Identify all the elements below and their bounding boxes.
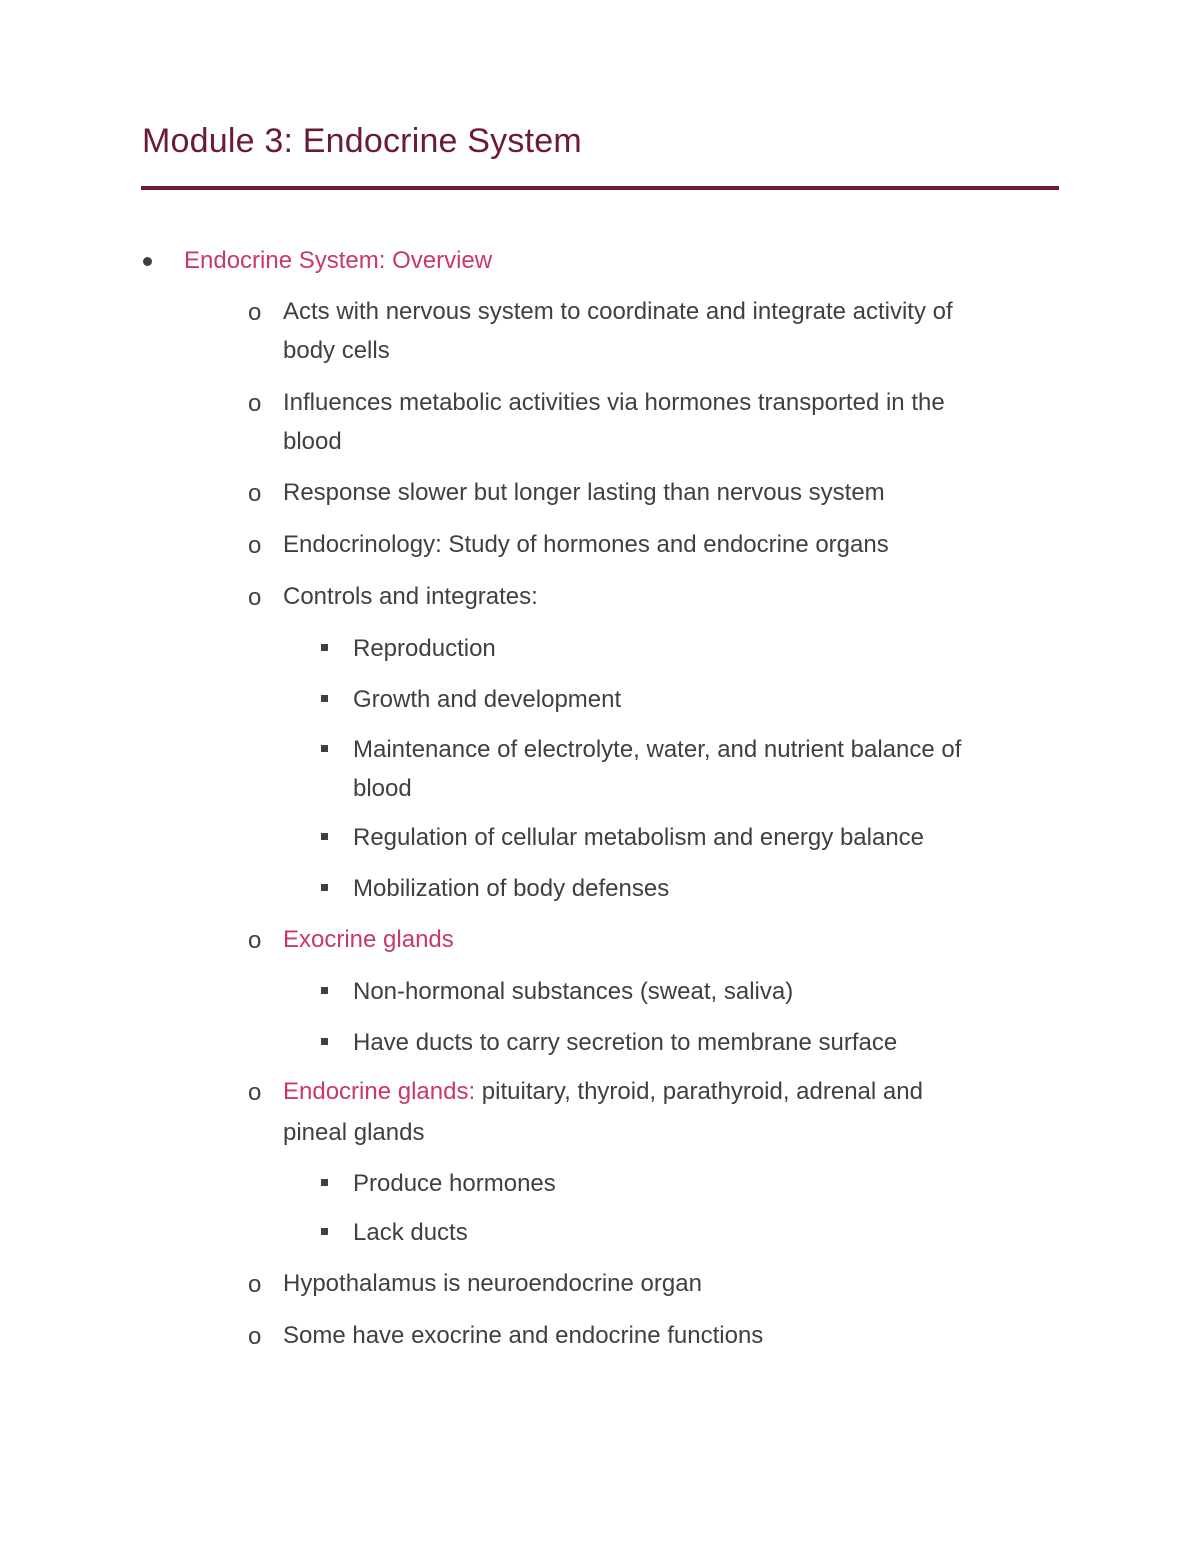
circle-bullet-icon: o (248, 1323, 262, 1350)
list-item: Influences metabolic activities via hormones transported in the (283, 389, 945, 416)
list-item-continuation: body cells (283, 337, 390, 364)
square-bullet-icon (321, 1228, 328, 1235)
sub-list-item: Produce hormones (353, 1170, 556, 1197)
square-bullet-icon (321, 745, 328, 752)
list-item: Hypothalamus is neuroendocrine organ (283, 1270, 702, 1297)
square-bullet-icon (321, 1179, 328, 1186)
sub-list-item: Regulation of cellular metabolism and energy balance (353, 824, 925, 851)
list-item-continuation: pineal glands (283, 1119, 425, 1146)
circle-bullet-icon: o (248, 390, 262, 417)
circle-bullet-icon: o (248, 532, 262, 559)
sub-list-item-continuation: blood (353, 775, 412, 802)
sub-list-item: Reproduction (353, 635, 496, 662)
page-title: Module 3: Endocrine System (142, 122, 582, 160)
circle-bullet-icon: o (248, 1271, 262, 1298)
circle-bullet-icon: o (248, 299, 262, 326)
square-bullet-icon (321, 833, 328, 840)
circle-bullet-icon: o (248, 480, 262, 507)
list-item: Response slower but longer lasting than nervous system (283, 479, 885, 506)
section-heading: Endocrine System: Overview (184, 247, 493, 274)
list-item: Endocrinology: Study of hormones and endocrine organs (283, 531, 889, 558)
circle-bullet-icon: o (248, 1079, 262, 1106)
subsection-heading: Exocrine glands (283, 926, 454, 953)
circle-bullet-icon: o (248, 927, 262, 954)
sub-list-item: Mobilization of body defenses (353, 875, 670, 902)
list-item: Some have exocrine and endocrine functions (283, 1322, 764, 1349)
sub-list-item: Maintenance of electrolyte, water, and nutrient balance of (353, 736, 962, 763)
square-bullet-icon (321, 644, 328, 651)
list-item-continuation: blood (283, 428, 342, 455)
title-divider (141, 186, 1059, 190)
square-bullet-icon (321, 695, 328, 702)
square-bullet-icon (321, 884, 328, 891)
subsection-heading: Endocrine glands: (283, 1078, 476, 1105)
square-bullet-icon (321, 987, 328, 994)
sub-list-item: Lack ducts (353, 1219, 468, 1246)
list-item-text: pituitary, thyroid, parathyroid, adrenal and (475, 1078, 923, 1105)
sub-list-item: Non-hormonal substances (sweat, saliva) (353, 978, 794, 1005)
list-item (283, 1077, 923, 1107)
circle-bullet-icon: o (248, 584, 262, 611)
list-item: Controls and integrates: (283, 583, 538, 610)
list-item: Acts with nervous system to coordinate and integrate activity of (283, 298, 953, 325)
bullet-dot-icon (143, 257, 152, 266)
sub-list-item: Growth and development (353, 686, 622, 713)
sub-list-item: Have ducts to carry secretion to membrane surface (353, 1029, 898, 1056)
square-bullet-icon (321, 1038, 328, 1045)
